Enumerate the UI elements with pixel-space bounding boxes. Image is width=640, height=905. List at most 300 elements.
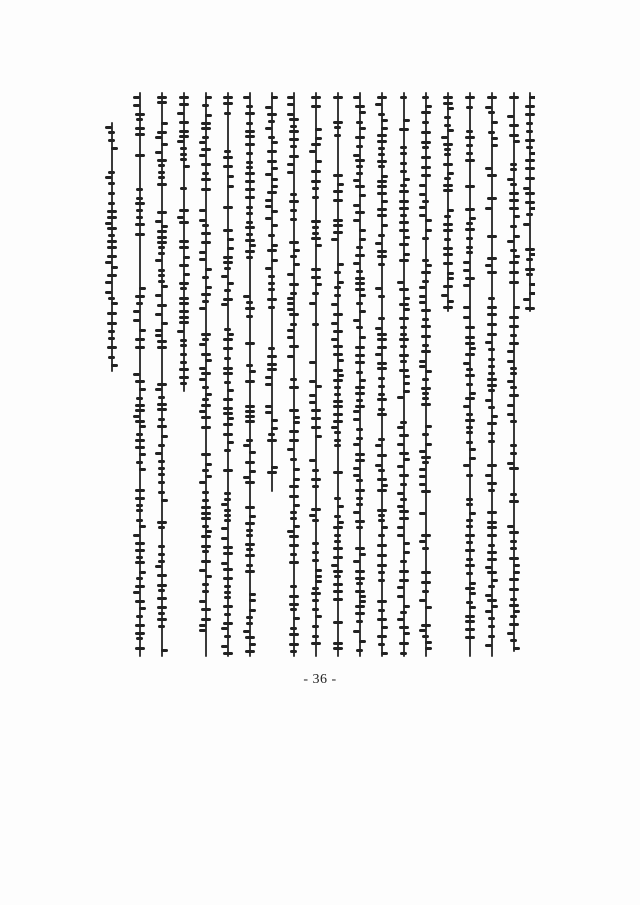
script-glyph bbox=[422, 461, 429, 464]
script-glyph bbox=[378, 113, 385, 116]
script-glyph bbox=[135, 233, 145, 236]
script-glyph bbox=[268, 136, 275, 139]
script-glyph bbox=[290, 218, 297, 221]
script-glyph bbox=[466, 572, 473, 575]
script-glyph bbox=[157, 183, 167, 186]
script-glyph bbox=[223, 423, 233, 426]
script-glyph bbox=[355, 547, 365, 550]
script-glyph bbox=[465, 419, 475, 422]
script-glyph bbox=[334, 393, 341, 396]
script-glyph bbox=[312, 587, 319, 590]
script-glyph bbox=[223, 433, 233, 436]
script-glyph bbox=[469, 392, 476, 395]
text-column bbox=[155, 92, 169, 657]
script-glyph bbox=[469, 217, 476, 220]
script-glyph bbox=[421, 571, 431, 574]
script-glyph bbox=[289, 595, 299, 598]
script-glyph bbox=[523, 223, 530, 226]
script-glyph bbox=[139, 329, 146, 332]
script-glyph bbox=[133, 534, 140, 537]
script-glyph bbox=[381, 526, 388, 529]
script-glyph bbox=[245, 307, 255, 310]
script-glyph bbox=[243, 444, 250, 447]
script-glyph bbox=[201, 333, 211, 336]
script-glyph bbox=[509, 604, 519, 607]
script-glyph bbox=[202, 224, 209, 227]
script-glyph bbox=[333, 231, 343, 234]
script-glyph bbox=[359, 379, 366, 382]
script-glyph bbox=[315, 244, 322, 247]
script-glyph bbox=[179, 209, 189, 212]
script-glyph bbox=[510, 163, 517, 166]
script-glyph bbox=[105, 291, 112, 294]
script-glyph bbox=[400, 345, 407, 348]
script-glyph bbox=[466, 383, 473, 386]
script-glyph bbox=[205, 96, 212, 99]
script-glyph bbox=[355, 354, 365, 357]
script-glyph bbox=[355, 282, 365, 285]
script-glyph bbox=[529, 207, 535, 210]
script-glyph bbox=[356, 649, 363, 652]
script-glyph bbox=[158, 625, 165, 628]
script-glyph bbox=[399, 200, 409, 203]
script-glyph bbox=[356, 172, 363, 175]
script-glyph bbox=[135, 497, 145, 500]
script-glyph bbox=[397, 505, 404, 508]
script-glyph bbox=[312, 187, 319, 190]
script-glyph bbox=[179, 130, 189, 133]
script-glyph bbox=[355, 288, 365, 291]
script-glyph bbox=[337, 359, 344, 362]
script-glyph bbox=[179, 246, 189, 249]
script-glyph bbox=[202, 338, 209, 341]
script-glyph bbox=[337, 505, 344, 508]
script-glyph bbox=[525, 201, 535, 204]
script-glyph bbox=[399, 510, 409, 513]
script-glyph bbox=[246, 221, 253, 224]
script-glyph bbox=[359, 194, 366, 197]
text-column bbox=[353, 92, 367, 657]
script-glyph bbox=[466, 246, 473, 249]
script-glyph bbox=[487, 96, 497, 99]
script-glyph bbox=[378, 519, 385, 522]
script-glyph bbox=[311, 268, 321, 271]
script-glyph bbox=[202, 386, 209, 389]
script-glyph bbox=[526, 213, 533, 216]
script-glyph bbox=[487, 197, 497, 200]
script-glyph bbox=[422, 397, 429, 400]
script-glyph bbox=[485, 644, 492, 647]
script-glyph bbox=[377, 362, 387, 365]
script-glyph bbox=[201, 453, 211, 456]
script-glyph bbox=[287, 96, 294, 99]
script-glyph bbox=[334, 431, 341, 434]
script-glyph bbox=[359, 553, 366, 556]
script-glyph bbox=[377, 214, 387, 217]
script-glyph bbox=[201, 353, 211, 356]
script-glyph bbox=[267, 368, 277, 371]
script-glyph bbox=[487, 511, 497, 514]
script-glyph bbox=[399, 303, 409, 306]
script-glyph bbox=[488, 297, 495, 300]
script-glyph bbox=[289, 155, 299, 158]
script-glyph bbox=[377, 489, 387, 492]
script-glyph bbox=[356, 145, 363, 148]
script-glyph bbox=[331, 338, 338, 341]
script-glyph bbox=[155, 313, 162, 316]
script-glyph bbox=[246, 616, 253, 619]
script-glyph bbox=[271, 259, 278, 262]
script-glyph bbox=[465, 353, 475, 356]
script-glyph bbox=[525, 159, 535, 162]
script-glyph bbox=[487, 551, 497, 554]
script-glyph bbox=[465, 587, 475, 590]
script-glyph bbox=[400, 326, 407, 329]
script-glyph bbox=[356, 526, 363, 529]
script-glyph bbox=[245, 172, 255, 175]
script-glyph bbox=[249, 451, 256, 454]
script-glyph bbox=[223, 407, 233, 410]
script-glyph bbox=[399, 474, 409, 477]
script-glyph bbox=[359, 294, 366, 297]
script-glyph bbox=[158, 280, 165, 283]
script-glyph bbox=[135, 542, 145, 545]
script-glyph bbox=[157, 408, 167, 411]
script-glyph bbox=[463, 362, 470, 365]
script-glyph bbox=[399, 243, 409, 246]
script-glyph bbox=[507, 404, 514, 407]
script-glyph bbox=[243, 295, 250, 298]
script-glyph bbox=[333, 413, 343, 416]
script-glyph bbox=[133, 310, 140, 313]
script-glyph bbox=[356, 437, 363, 440]
script-glyph bbox=[485, 594, 492, 597]
script-glyph bbox=[312, 608, 319, 611]
script-glyph bbox=[290, 458, 297, 461]
script-glyph bbox=[271, 141, 278, 144]
script-glyph bbox=[157, 131, 167, 134]
script-glyph bbox=[309, 302, 316, 305]
script-glyph bbox=[355, 459, 365, 462]
script-glyph bbox=[485, 167, 492, 170]
script-glyph bbox=[443, 102, 453, 105]
script-glyph bbox=[289, 118, 299, 121]
script-glyph bbox=[465, 534, 475, 537]
script-glyph bbox=[487, 422, 497, 425]
script-glyph bbox=[223, 622, 233, 625]
script-glyph bbox=[509, 500, 519, 503]
script-glyph bbox=[201, 372, 211, 375]
script-glyph bbox=[381, 119, 388, 122]
script-glyph bbox=[157, 101, 167, 104]
script-glyph bbox=[315, 137, 322, 140]
script-glyph bbox=[205, 530, 212, 533]
script-glyph bbox=[223, 469, 233, 472]
script-glyph bbox=[201, 426, 211, 429]
script-glyph bbox=[422, 146, 429, 149]
script-glyph bbox=[157, 383, 167, 386]
script-glyph bbox=[355, 612, 365, 615]
script-glyph bbox=[507, 380, 514, 383]
script-glyph bbox=[488, 358, 495, 361]
script-glyph bbox=[397, 396, 404, 399]
script-glyph bbox=[223, 206, 233, 209]
script-glyph bbox=[331, 303, 338, 306]
script-glyph bbox=[378, 385, 385, 388]
script-glyph bbox=[287, 103, 294, 106]
script-glyph bbox=[444, 124, 451, 127]
script-glyph bbox=[108, 234, 115, 237]
script-glyph bbox=[107, 240, 117, 243]
script-glyph bbox=[359, 600, 366, 603]
script-glyph bbox=[290, 650, 297, 653]
script-glyph bbox=[224, 514, 231, 517]
script-glyph bbox=[378, 579, 385, 582]
script-glyph bbox=[447, 209, 454, 212]
script-glyph bbox=[507, 350, 514, 353]
script-glyph bbox=[487, 235, 497, 238]
script-glyph bbox=[135, 127, 145, 130]
script-glyph bbox=[403, 236, 410, 239]
script-glyph bbox=[179, 310, 189, 313]
script-glyph bbox=[287, 302, 294, 305]
script-glyph bbox=[465, 228, 475, 231]
script-glyph bbox=[355, 392, 365, 395]
script-glyph bbox=[157, 241, 167, 244]
script-glyph bbox=[202, 590, 209, 593]
script-glyph bbox=[201, 232, 211, 235]
script-glyph bbox=[199, 343, 206, 346]
script-glyph bbox=[466, 498, 473, 501]
script-glyph bbox=[422, 547, 429, 550]
script-glyph bbox=[529, 96, 535, 99]
script-glyph bbox=[487, 558, 497, 561]
script-glyph bbox=[466, 152, 473, 155]
script-glyph bbox=[201, 163, 211, 166]
script-glyph bbox=[311, 220, 321, 223]
script-glyph bbox=[158, 467, 165, 470]
script-glyph bbox=[265, 205, 272, 208]
script-glyph bbox=[265, 127, 272, 130]
text-column bbox=[177, 92, 191, 657]
script-glyph bbox=[377, 544, 387, 547]
script-glyph bbox=[488, 440, 495, 443]
script-glyph bbox=[447, 277, 454, 280]
script-glyph bbox=[523, 298, 530, 301]
script-glyph bbox=[133, 373, 140, 376]
script-glyph bbox=[485, 566, 492, 569]
script-glyph bbox=[161, 649, 168, 652]
script-glyph bbox=[510, 547, 517, 550]
script-glyph bbox=[466, 426, 473, 429]
script-glyph bbox=[465, 208, 475, 211]
script-glyph bbox=[491, 579, 498, 582]
script-glyph bbox=[249, 515, 256, 518]
script-glyph bbox=[311, 508, 321, 511]
script-glyph bbox=[290, 627, 297, 630]
script-glyph bbox=[157, 403, 167, 406]
script-glyph bbox=[155, 388, 162, 391]
script-glyph bbox=[224, 509, 231, 512]
script-glyph bbox=[421, 131, 431, 134]
script-glyph bbox=[377, 554, 387, 557]
script-glyph bbox=[245, 410, 255, 413]
script-glyph bbox=[287, 171, 294, 174]
script-glyph bbox=[271, 244, 278, 247]
script-glyph bbox=[444, 153, 451, 156]
script-glyph bbox=[526, 130, 533, 133]
script-glyph bbox=[158, 553, 165, 556]
script-glyph bbox=[463, 464, 470, 467]
script-glyph bbox=[205, 286, 212, 289]
script-glyph bbox=[378, 469, 385, 472]
script-glyph bbox=[135, 404, 145, 407]
script-glyph bbox=[377, 600, 387, 603]
script-glyph bbox=[224, 289, 231, 292]
script-glyph bbox=[403, 551, 410, 554]
script-glyph bbox=[466, 525, 473, 528]
script-glyph bbox=[315, 569, 322, 572]
script-glyph bbox=[135, 295, 145, 298]
script-glyph bbox=[199, 569, 206, 572]
script-glyph bbox=[443, 247, 453, 250]
script-glyph bbox=[509, 96, 519, 99]
script-glyph bbox=[377, 454, 387, 457]
script-glyph bbox=[447, 129, 454, 132]
script-glyph bbox=[488, 389, 495, 392]
script-glyph bbox=[289, 603, 299, 606]
script-glyph bbox=[135, 346, 145, 349]
script-glyph bbox=[375, 103, 382, 106]
script-glyph bbox=[399, 579, 409, 582]
script-glyph bbox=[183, 273, 190, 276]
script-glyph bbox=[353, 319, 360, 322]
text-column bbox=[287, 92, 301, 657]
script-glyph bbox=[311, 417, 321, 420]
script-glyph bbox=[155, 334, 162, 337]
script-glyph bbox=[136, 433, 143, 436]
script-glyph bbox=[246, 166, 253, 169]
script-glyph bbox=[421, 156, 431, 159]
script-glyph bbox=[287, 297, 294, 300]
script-glyph bbox=[443, 184, 453, 187]
script-glyph bbox=[177, 216, 184, 219]
script-glyph bbox=[355, 453, 365, 456]
script-glyph bbox=[333, 400, 343, 403]
script-glyph bbox=[161, 435, 168, 438]
script-glyph bbox=[355, 185, 365, 188]
script-glyph bbox=[378, 643, 385, 646]
script-glyph bbox=[465, 549, 475, 552]
text-column bbox=[133, 92, 147, 657]
script-glyph bbox=[265, 217, 272, 220]
script-glyph bbox=[333, 369, 343, 372]
script-glyph bbox=[510, 444, 517, 447]
script-glyph bbox=[513, 235, 520, 238]
script-glyph bbox=[201, 560, 211, 563]
script-glyph bbox=[509, 578, 519, 581]
script-glyph bbox=[466, 519, 473, 522]
script-glyph bbox=[400, 498, 407, 501]
script-glyph bbox=[353, 96, 360, 99]
script-glyph bbox=[397, 595, 404, 598]
script-glyph bbox=[334, 575, 341, 578]
script-glyph bbox=[139, 425, 146, 428]
script-glyph bbox=[136, 577, 143, 580]
script-glyph bbox=[422, 590, 429, 593]
script-glyph bbox=[155, 259, 162, 262]
script-glyph bbox=[245, 570, 255, 573]
script-glyph bbox=[289, 544, 299, 547]
script-glyph bbox=[419, 629, 426, 632]
script-glyph bbox=[377, 180, 387, 183]
script-glyph bbox=[353, 154, 360, 157]
script-glyph bbox=[293, 249, 300, 252]
script-glyph bbox=[223, 577, 233, 580]
script-glyph bbox=[443, 253, 453, 256]
script-glyph bbox=[333, 526, 343, 529]
script-glyph bbox=[133, 104, 140, 107]
script-glyph bbox=[105, 261, 112, 264]
script-glyph bbox=[487, 599, 497, 602]
script-glyph bbox=[271, 419, 278, 422]
script-glyph bbox=[510, 386, 517, 389]
script-glyph bbox=[157, 521, 167, 524]
text-column bbox=[419, 92, 433, 657]
script-glyph bbox=[268, 275, 275, 278]
script-glyph bbox=[465, 277, 475, 280]
script-glyph bbox=[488, 131, 495, 134]
script-glyph bbox=[356, 302, 363, 305]
script-glyph bbox=[355, 590, 365, 593]
script-glyph bbox=[105, 222, 112, 225]
script-glyph bbox=[488, 617, 495, 620]
script-glyph bbox=[107, 346, 117, 349]
script-glyph bbox=[246, 161, 253, 164]
script-glyph bbox=[331, 426, 338, 429]
text-column bbox=[375, 92, 389, 657]
script-glyph bbox=[334, 386, 341, 389]
script-glyph bbox=[223, 568, 233, 571]
script-glyph bbox=[136, 302, 143, 305]
script-glyph bbox=[419, 301, 426, 304]
script-glyph bbox=[287, 336, 294, 339]
script-glyph bbox=[491, 415, 498, 418]
script-glyph bbox=[419, 365, 426, 368]
script-glyph bbox=[245, 420, 255, 423]
script-glyph bbox=[309, 380, 316, 383]
script-glyph bbox=[290, 608, 297, 611]
script-glyph bbox=[507, 360, 514, 363]
script-glyph bbox=[179, 221, 189, 224]
script-glyph bbox=[158, 460, 165, 463]
script-glyph bbox=[289, 430, 299, 433]
script-glyph bbox=[245, 196, 255, 199]
script-glyph bbox=[441, 294, 448, 297]
script-glyph bbox=[334, 444, 341, 447]
script-glyph bbox=[463, 284, 470, 287]
script-glyph bbox=[183, 165, 190, 168]
script-glyph bbox=[201, 535, 211, 538]
script-glyph bbox=[205, 268, 212, 271]
script-glyph bbox=[271, 178, 278, 181]
script-glyph bbox=[315, 160, 322, 163]
script-glyph bbox=[333, 313, 343, 316]
script-glyph bbox=[180, 187, 187, 190]
script-glyph bbox=[356, 620, 363, 623]
script-glyph bbox=[107, 312, 117, 315]
script-glyph bbox=[488, 489, 495, 492]
